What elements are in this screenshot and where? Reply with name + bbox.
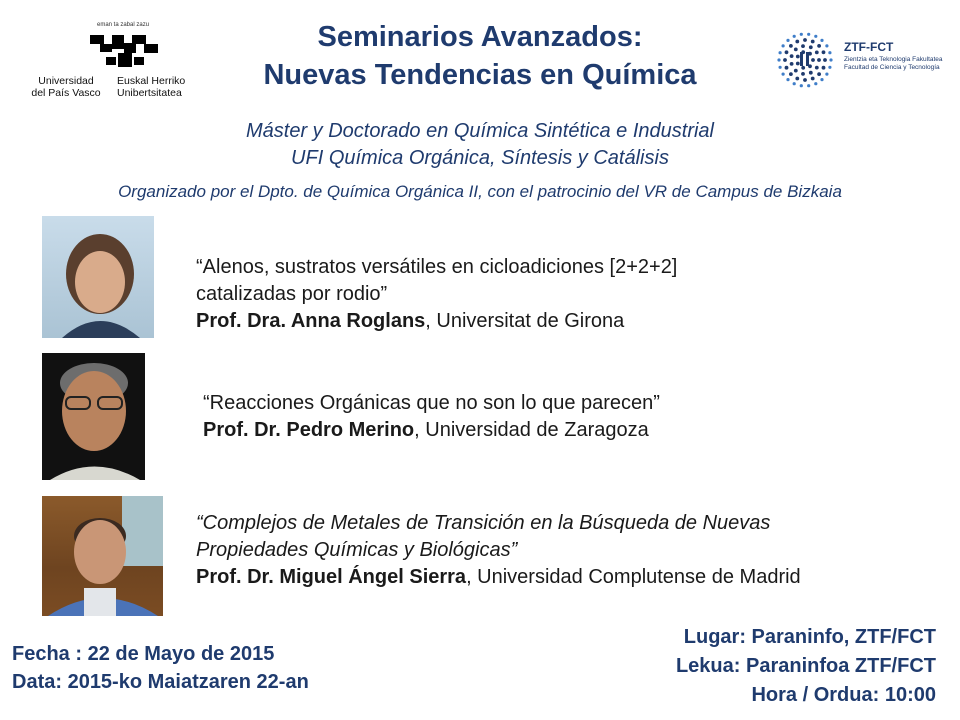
event-time: Hora / Ordua: 10:00 xyxy=(751,684,936,706)
location-eu: Lekua: Paraninfoa ZTF/FCT xyxy=(675,655,936,677)
event-location-time xyxy=(676,623,936,710)
title-line-2: Nuevas Tendencias en Química xyxy=(263,59,697,91)
talk-speaker-line xyxy=(203,419,649,441)
talk-title-line: “Alenos, sustratos versátiles en cicloadiciones [2+2+2] xyxy=(196,256,678,278)
subtitle-line-2: UFI Química Orgánica, Síntesis y Catálisis xyxy=(291,147,669,169)
talk-title-line: catalizadas por rodio” xyxy=(196,283,388,305)
speaker-affiliation: , Universidad de Zaragoza xyxy=(414,419,649,441)
talk-1 xyxy=(196,254,677,335)
program-subtitle xyxy=(100,118,860,172)
speaker-name: Prof. Dr. Pedro Merino xyxy=(203,419,415,441)
title-line-1: Seminarios Avanzados: xyxy=(317,21,643,53)
speaker-photo-roglans xyxy=(42,216,154,338)
fct-brand: ZTF-FCT xyxy=(844,40,894,54)
location-es: Lugar: Paraninfo, ZTF/FCT xyxy=(683,626,936,648)
talk-3 xyxy=(196,510,801,591)
talk-speaker-line xyxy=(196,566,801,588)
fct-dot-emblem-icon xyxy=(772,30,838,94)
date-es: Fecha : 22 de Mayo de 2015 xyxy=(12,643,275,665)
ztf-fct-logo xyxy=(772,30,952,94)
talk-speaker-line xyxy=(196,310,624,332)
speaker-photo-sierra xyxy=(42,496,163,616)
page-title xyxy=(200,18,760,94)
subtitle-line-1: Máster y Doctorado en Química Sintética e Industrial xyxy=(246,120,714,142)
speaker-affiliation: , Universitat de Girona xyxy=(425,310,625,332)
talk-title-line: “Reacciones Orgánicas que no son lo que parecen” xyxy=(203,392,660,414)
upv-ehu-logo xyxy=(22,22,202,102)
organizer-line: Organizado por el Dpto. de Química Orgánica II, con el patrocinio del VR de Campus de Bizkaia xyxy=(118,182,842,201)
speaker-affiliation: , Universidad Complutense de Madrid xyxy=(466,566,801,588)
speaker-photo-merino xyxy=(42,353,145,480)
talk-title-line: “Complejos de Metales de Transición en la Búsqueda de Nuevas xyxy=(196,512,771,534)
upv-tree-emblem-icon xyxy=(88,31,164,69)
date-eu: Data: 2015-ko Maiatzaren 22-an xyxy=(12,671,309,693)
speaker-name: Prof. Dr. Miguel Ángel Sierra xyxy=(196,566,467,588)
speaker-name: Prof. Dra. Anna Roglans xyxy=(196,310,426,332)
fct-subtitle: Zientzia eta Teknologia Fakultatea Facultad de Ciencia y Tecnología xyxy=(844,56,943,71)
talk-title-line: Propiedades Químicas y Biológicas” xyxy=(196,539,518,561)
logo-name-eu: Euskal Herriko Unibertsitatea xyxy=(117,75,186,99)
logo-motto: eman ta zabal zazu xyxy=(97,22,150,28)
event-date xyxy=(12,640,309,696)
logo-name-es: Universidad del País Vasco xyxy=(31,75,101,99)
talk-2 xyxy=(203,390,660,444)
